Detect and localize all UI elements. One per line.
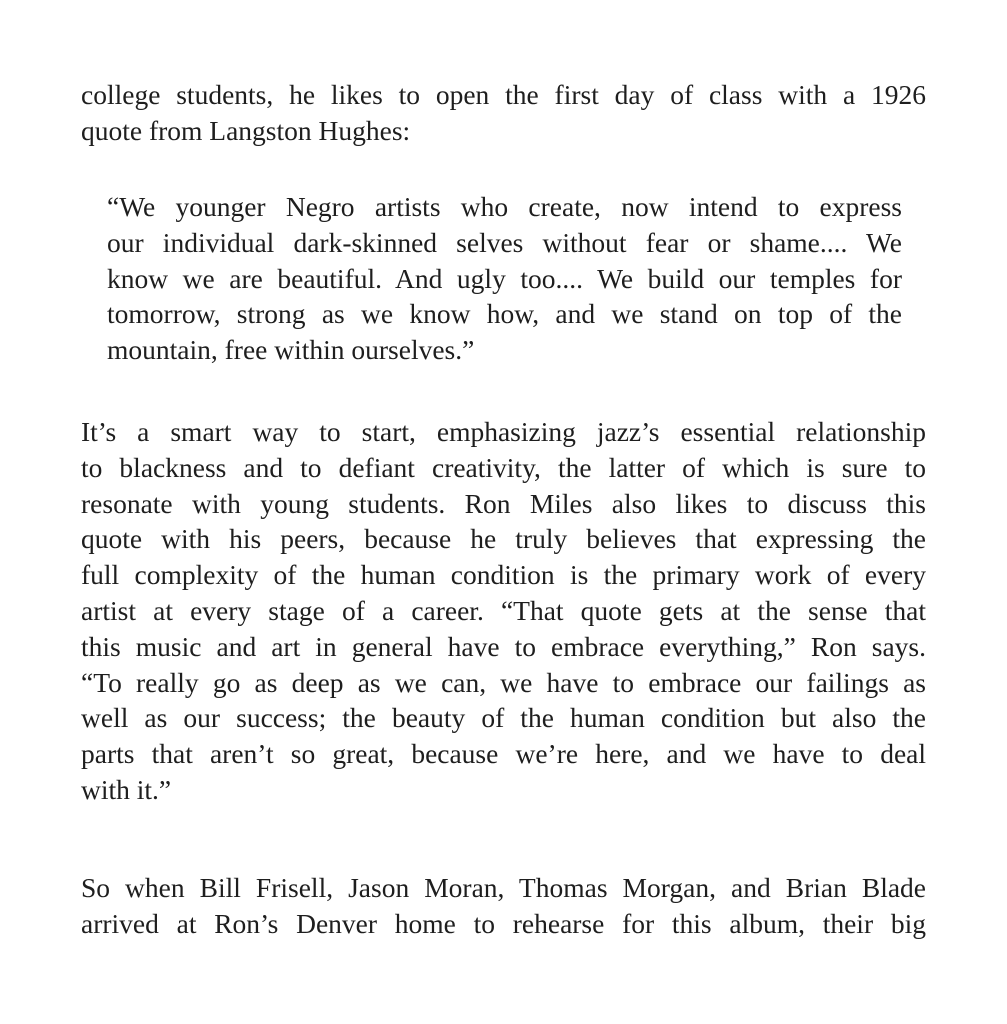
text-line: So when Bill Frisell, Jason Moran, Thomas Morgan, and Brian Blade <box>81 872 926 903</box>
paragraph-closing <box>81 870 926 942</box>
text-line: artist at every stage of a career. “That quote gets at the sense that <box>81 594 926 626</box>
text-line: with it.” <box>81 773 172 805</box>
text-line: college students, he likes to open the first day of class with a 1926 <box>81 79 926 110</box>
block-quote <box>107 189 902 368</box>
text-line: quote from Langston Hughes: <box>81 114 411 146</box>
quote-line: our individual dark-skinned selves without fear or shame.... We <box>107 226 902 258</box>
text-line: full complexity of the human condition is the primary work of every <box>81 559 926 591</box>
text-line: well as our success; the beauty of the human condition but also the <box>81 702 926 734</box>
quote-line: know we are beautiful. And ugly too.... We build our temples for <box>107 262 902 294</box>
paragraph-intro <box>81 77 926 149</box>
text-line: resonate with young students. Ron Miles also likes to discuss this <box>81 487 926 519</box>
text-line: arrived at Ron’s Denver home to rehearse for this album, their big <box>81 907 926 939</box>
quote-line: mountain, free within ourselves.” <box>107 334 475 366</box>
text-line: parts that aren’t so great, because we’re here, and we have to deal <box>81 738 926 770</box>
text-line: “To really go as deep as we can, we have to embrace our failings as <box>81 666 926 698</box>
text-line: It’s a smart way to start, emphasizing jazz’s essential relationship <box>81 416 926 447</box>
text-line: to blackness and to defiant creativity, the latter of which is sure to <box>81 451 926 483</box>
quote-line: “We younger Negro artists who create, now intend to express <box>107 191 902 222</box>
text-line: this music and art in general have to embrace everything,” Ron says. <box>81 630 926 662</box>
quote-line: tomorrow, strong as we know how, and we stand on top of the <box>107 298 902 330</box>
text-line: quote with his peers, because he truly believes that expressing the <box>81 523 926 555</box>
paragraph-body <box>81 414 926 808</box>
